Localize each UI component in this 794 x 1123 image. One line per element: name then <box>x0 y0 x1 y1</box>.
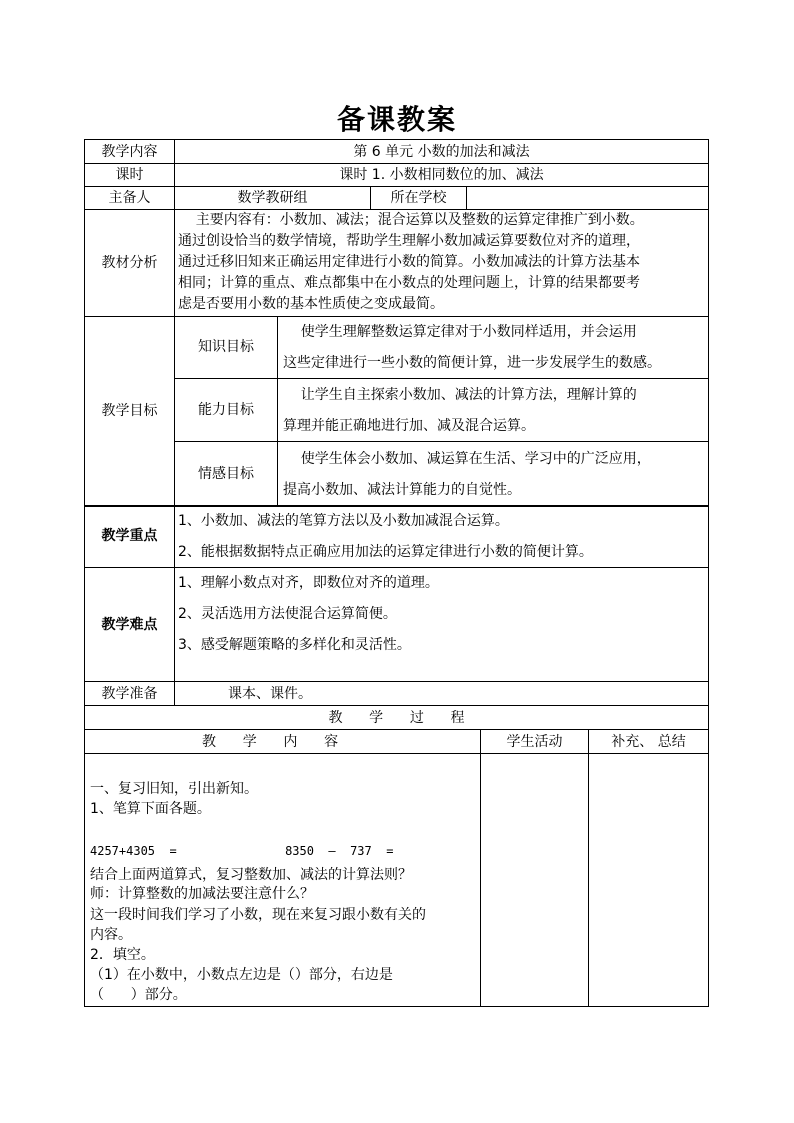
analysis-label: 教材分析 <box>101 255 158 271</box>
goal-knowledge-label: 知识目标 <box>198 339 254 355</box>
preparation-value: 课本、课件。 <box>228 686 312 702</box>
goal-ability-text: 算理并能正确地进行加、减及混合运算。 <box>283 418 535 434</box>
col-content-header: 教 学 内 容 <box>202 734 339 750</box>
analysis-line: 通过迁移旧知来正确运用定律进行小数的简算。小数加减法的计算方法基本 <box>178 254 640 270</box>
difficulty-item: 2、灵活选用方法使混合运算简便。 <box>178 606 397 622</box>
body-line: 一、复习旧知，引出新知。 <box>90 781 258 797</box>
focus-item: 1、小数加、减法的笔算方法以及小数加减混合运算。 <box>178 513 509 529</box>
body-equations: 4257+4305 = 8350 — 737 = <box>90 844 394 858</box>
preparer-value: 数学教研组 <box>237 190 308 206</box>
body-line: 2．填空。 <box>90 947 155 963</box>
process-title: 教 学 过 程 <box>328 710 465 726</box>
body-line: 内容。 <box>90 927 132 943</box>
goals-label: 教学目标 <box>101 403 158 419</box>
difficulty-label: 教学难点 <box>101 617 158 633</box>
period-label: 课时 <box>115 167 144 183</box>
analysis-line: 相同；计算的重点、难点都集中在小数点的处理问题上，计算的结果都要考 <box>178 275 640 291</box>
analysis-line: 主要内容有：小数加、减法；混合运算以及整数的运算定律推广到小数。 <box>178 212 644 228</box>
school-label: 所在学校 <box>390 190 447 206</box>
goal-ability-text: 让学生自主探索小数加、减法的计算方法，理解计算的 <box>283 387 637 403</box>
body-line <box>90 818 478 838</box>
goal-knowledge-text: 这些定律进行一些小数的简便计算，进一步发展学生的数感。 <box>283 355 661 371</box>
body-line: （ ）部分。 <box>90 987 187 1003</box>
focus-label: 教学重点 <box>101 528 158 544</box>
difficulty-item: 1、理解小数点对齐，即数位对齐的道理。 <box>178 575 439 591</box>
page-title: 备课教案 <box>336 103 457 136</box>
process-body <box>90 778 478 1004</box>
body-line: 结合上面两道算式，复习整数加、减法的计算法则？ <box>90 867 412 883</box>
content-value: 第 6 单元 小数的加法和减法 <box>353 144 530 160</box>
period-value: 课时 1. 小数相同数位的加、减法 <box>339 167 544 183</box>
goal-emotion-text: 提高小数加、减法计算能力的自觉性。 <box>283 482 521 498</box>
goal-ability-label: 能力目标 <box>198 402 254 418</box>
goal-emotion-label: 情感目标 <box>198 466 254 482</box>
difficulty-item: 3、感受解题策略的多样化和灵活性。 <box>178 637 411 653</box>
preparation-label: 教学准备 <box>101 686 158 702</box>
content-label: 教学内容 <box>101 144 158 160</box>
body-line: 1、笔算下面各题。 <box>90 801 211 817</box>
goal-emotion-text: 使学生体会小数加、减运算在生活、学习中的广泛应用， <box>283 451 651 467</box>
analysis-line: 虑是否要用小数的基本性质使之变成最简。 <box>178 296 444 312</box>
preparer-label: 主备人 <box>108 190 151 206</box>
goal-knowledge-text: 使学生理解整数运算定律对于小数同样适用，并会运用 <box>283 324 637 340</box>
col-supplement-header: 补充、 总结 <box>611 734 686 750</box>
body-line: 这一段时间我们学习了小数，现在来复习跟小数有关的 <box>90 907 426 923</box>
analysis-line: 通过创设恰当的数学情境，帮助学生理解小数加减运算要数位对齐的道理， <box>178 233 640 249</box>
col-student-header: 学生活动 <box>506 734 563 750</box>
body-line: 师：计算整数的加减法要注意什么？ <box>90 886 314 902</box>
body-line: （1）在小数中，小数点左边是（）部分，右边是 <box>90 967 393 983</box>
focus-item: 2、能根据数据特点正确应用加法的运算定律进行小数的简便计算。 <box>178 544 593 560</box>
